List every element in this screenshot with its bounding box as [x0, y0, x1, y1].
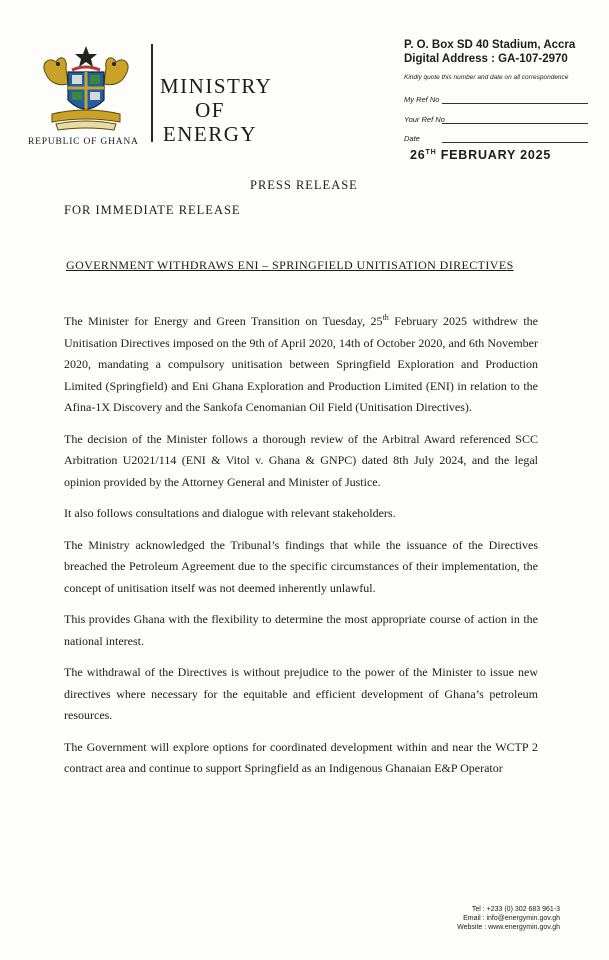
- your-ref-line: [442, 123, 588, 124]
- ministry-line: ENERGY: [162, 122, 258, 146]
- headline: GOVERNMENT WITHDRAWS ENI – SPRINGFIELD UNITISATION DIRECTIVES: [66, 258, 514, 272]
- ordinal-suffix: th: [382, 313, 389, 322]
- republic-of-ghana-label: REPUBLIC OF GHANA: [28, 137, 139, 147]
- ministry-line: MINISTRY: [160, 74, 273, 98]
- release-body: [64, 307, 538, 790]
- date-suffix: TH: [425, 148, 437, 156]
- my-ref-field: [404, 93, 588, 105]
- date-label: Date: [404, 134, 420, 143]
- paragraph-text: The Minister for Energy and Green Transition on Tuesday, 25: [64, 314, 383, 328]
- paragraph: The decision of the Minister follows a thorough review of the Arbitral Award referenced SCC Arbitration U2021/114 (ENI & Vitol v. Ghana & GNPC) dated 8th July 2024, and the legal opinion provided by the Attorney General and Minister of Justice.: [64, 431, 538, 489]
- postal-address: [404, 38, 575, 66]
- my-ref-label: My Ref No: [404, 95, 440, 104]
- date-day: 26: [410, 148, 426, 162]
- paragraph: The Ministry acknowledged the Tribunal’s findings that while the issuance of the Directives breached the Petroleum Agreement due to the specific circumstances of their implementation, the concept of unitisation itself was not deemed inherently unlawful.: [64, 537, 538, 595]
- footer-tel: Tel : +233 (0) 302 683 961-3: [471, 906, 560, 913]
- digital-address: Digital Address : GA-107-2970: [404, 53, 568, 65]
- my-ref-line: [442, 103, 588, 104]
- paragraph: This provides Ghana with the flexibility to determine the most appropriate course of action in the national interest.: [64, 612, 538, 648]
- coat-of-arms-logo: [38, 44, 134, 134]
- your-ref-label: Your Ref No: [404, 115, 445, 124]
- paragraph: The Government will explore options for coordinated development within and near the WCTP 2 contract area and continue to support Springfield as an Indigenous Ghanaian E&P Operator: [64, 739, 538, 775]
- immediate-release-label: FOR IMMEDIATE RELEASE: [64, 203, 241, 217]
- date-field: [404, 132, 588, 144]
- your-ref-field: [404, 113, 588, 125]
- header-divider: [151, 44, 153, 142]
- paragraph: It also follows consultations and dialogue with relevant stakeholders.: [64, 506, 396, 520]
- document-date: [410, 148, 551, 162]
- address-line: P. O. Box SD 40 Stadium, Accra: [404, 39, 576, 51]
- paragraph: [64, 307, 538, 419]
- date-line: [442, 142, 588, 143]
- footer-website: Website : www.energymin.gov.gh: [457, 924, 560, 931]
- press-release-title: PRESS RELEASE: [250, 178, 358, 192]
- quote-reference-note: Kindly quote this number and date on all correspondence: [404, 74, 569, 81]
- ministry-name: [160, 74, 273, 146]
- paragraph-text: February 2025 withdrew the Unitisation Directives imposed on the 9th of April 2020, 14th of October 2020, and 6th November 2020, mandating a compulsory unitisation between Springfield Exploration and Production Limited (Springfield) and Eni Ghana Exploration and Production Limited (ENI) in relation to the Afina-1X Discovery and the Sankofa Cenomanian Oil Field (Unitisation Directives).: [64, 314, 538, 414]
- paragraph: The withdrawal of the Directives is without prejudice to the power of the Minister to issue new directives where necessary for the equitable and efficient development of Ghana’s petroleum resources.: [64, 665, 538, 722]
- footer-email: Email : info@energymin.gov.gh: [463, 915, 560, 922]
- contact-footer: [457, 905, 560, 932]
- ministry-line: OF: [195, 98, 225, 122]
- date-rest: FEBRUARY 2025: [436, 148, 552, 162]
